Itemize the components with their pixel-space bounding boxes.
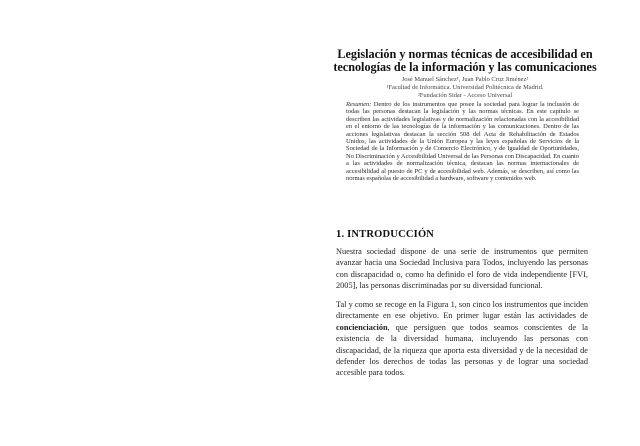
paragraph-2-bold: concienciación xyxy=(336,322,388,332)
author-affiliation-1: ¹Facultad de Informática. Universidad Politécnica de Madrid. xyxy=(386,84,544,91)
author-block xyxy=(360,76,570,100)
author-names: José Manuel Sánchez¹, Juan Pablo Cruz Jiménez² xyxy=(401,76,529,83)
paragraph-2-end: , que persiguen que todos seamos conscientes de la existencia de la diversidad humana, incluyendo las personas con discapacidad, de la riqueza que aporta esta diversidad y de la necesidad de defender los derechos de todas las personas y de lograr una sociedad accesible para todos. xyxy=(336,322,588,378)
paper-title: Legislación y normas técnicas de accesibilidad en tecnologías de la información y las comunicaciones xyxy=(333,47,597,74)
paragraph-1: Nuestra sociedad dispone de una serie de instrumentos que permiten avanzar hacia una Sociedad Inclusiva para Todos, incluyendo las personas con discapacidad o, como ha definido el foro de vida independiente [FVI, 2005], las personas discriminadas por su diversidad funcional. xyxy=(336,247,588,291)
section-heading: 1. INTRODUCCIÓN xyxy=(336,229,435,240)
abstract xyxy=(346,101,579,182)
paragraph-2-start: Tal y como se recoge en la Figura 1, son cinco los instrumentos que inciden directamente en ese objetivo. En primer lugar están las actividades de xyxy=(336,300,588,321)
abstract-label: Resumen: xyxy=(346,101,372,108)
paragraph-2 xyxy=(336,299,588,379)
author-affiliation-2: ²Fundación Sidar - Acceso Universal xyxy=(417,92,513,99)
abstract-text: Dentro de los instrumentos que posee la sociedad para lograr la inclusión de todas las personas destacan la legislación y las normas técnicas. En este capítulo se describen las actividades legislativas y de normalización relacionadas con la accesibilidad en el entorno de las tecnologías de la información y las comunicaciones. Dentro de las acciones legislativas destacan la sección 508 del Acta de Rehabilitación de Estados Unidos, las actividades de la Unión Europea y las leyes españolas de Servicios de la Sociedad de la Información y de Comercio Electrónico, y de Igualdad de Oportunidades, No Discriminación y Accesibilidad Universal de las Personas con Discapacidad. En cuanto a las actividades de normalización técnica, destacan las normas internacionales de accesibilidad al puesto de PC y de accesibilidad web. Además, se describen, así como las normas españolas de accesibilidad a hardware, software y contenidos web. xyxy=(346,101,579,183)
